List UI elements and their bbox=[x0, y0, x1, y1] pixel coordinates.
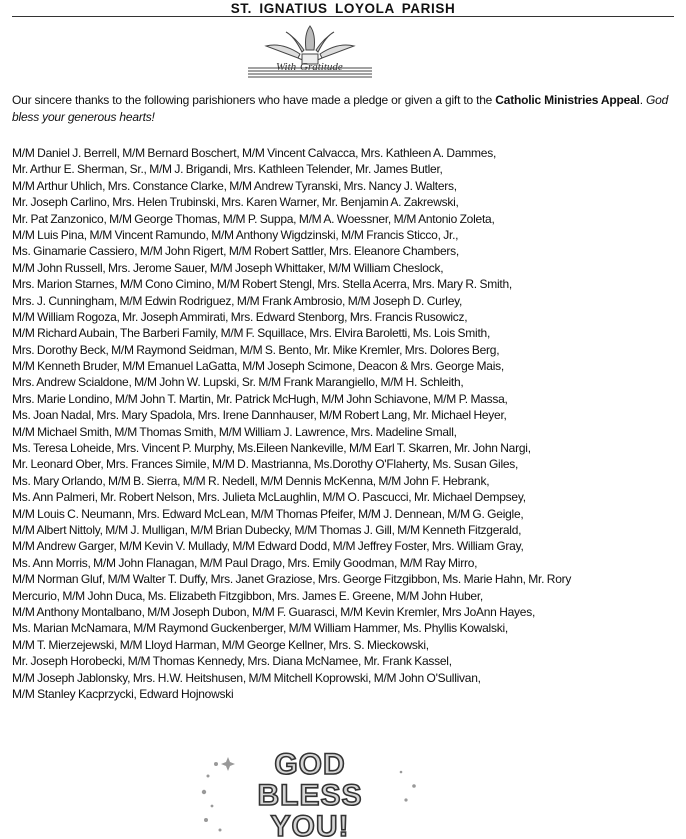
donor-names-line: Mrs. Marion Starnes, M/M Cono Cimino, M/M Robert Stengl, Mrs. Stella Acerra, Mrs. Mary R. Smith, bbox=[12, 277, 512, 292]
donor-names-line: M/M Norman Gluf, M/M Walter T. Duffy, Mrs. Janet Graziose, Mrs. George Fitzgibbon, Ms. Marie Hahn, Mr. Rory bbox=[12, 572, 572, 587]
donor-names-line: M/M Kenneth Bruder, M/M Emanuel LaGatta, M/M Joseph Scimone, Deacon & Mrs. George Mais, bbox=[12, 359, 504, 374]
donor-names-line: Mr. Joseph Carlino, Mrs. Helen Trubinski, Mrs. Karen Warner, Mr. Benjamin A. Zakrewski, bbox=[12, 195, 459, 210]
logo-caption bbox=[276, 61, 343, 73]
donor-names-line: Ms. Joan Nadal, Mrs. Mary Spadola, Mrs. Irene Dannhauser, M/M Robert Lang, Mr. Michael Heyer, bbox=[12, 408, 507, 423]
intro-lead: Our sincere thanks to the following parishioners who have made a pledge or given a gift to the bbox=[12, 93, 496, 107]
donor-names-line: M/M William Rogoza, Mr. Joseph Ammirati, Mrs. Edward Stenborg, Mrs. Francis Rusowicz, bbox=[12, 309, 468, 324]
donor-names-line: Ms. Mary Orlando, M/M B. Sierra, M/M R. Nedell, M/M Dennis McKenna, M/M John F. Hebrank, bbox=[12, 473, 490, 488]
donor-names-line: M/M Anthony Montalbano, M/M Joseph Dubon, M/M F. Guarasci, M/M Kevin Kremler, Mrs JoAnn Hayes, bbox=[12, 604, 536, 619]
donor-names-line: Ms. Ann Palmeri, Mr. Robert Nelson, Mrs. Julieta McLaughlin, M/M O. Pascucci, Mr. Michael Dempsey, bbox=[12, 490, 526, 505]
donor-names-list bbox=[12, 145, 686, 702]
donor-names-line: M/M T. Mierzejewski, M/M Lloyd Harman, M/M George Kellner, Mrs. S. Mieckowski, bbox=[12, 637, 429, 652]
donor-names-line: Ms. Marian McNamara, M/M Raymond Guckenberger, M/M William Hammer, Ms. Phyllis Kowalski, bbox=[12, 621, 508, 636]
intro-separator: . bbox=[639, 93, 646, 107]
donor-names-line: Mr. Pat Zanzonico, M/M George Thomas, M/M P. Suppa, M/M A. Woessner, M/M Antonio Zoleta, bbox=[12, 211, 495, 226]
bless-word-bless: BLESS bbox=[257, 779, 363, 812]
donor-names-line: Mrs. Marie Londino, M/M John T. Martin, Mr. Patrick McHugh, M/M John Schiavone, M/M P. Massa, bbox=[12, 391, 508, 406]
donor-names-line: M/M Stanley Kacprzycki, Edward Hojnowski bbox=[12, 686, 234, 701]
donor-names-line: Mercurio, M/M John Duca, Ms. Elizabeth Fitzgibbon, Mrs. James E. Greene, M/M John Huber, bbox=[12, 588, 484, 603]
donor-names-line: M/M John Russell, Mrs. Jerome Sauer, M/M Joseph Whittaker, M/M William Cheslock, bbox=[12, 260, 444, 275]
donor-names-line: M/M Richard Aubain, The Barberi Family, M/M F. Squillace, Mrs. Elvira Baroletti, Ms. Lois Smith, bbox=[12, 326, 491, 341]
donor-names-line: M/M Arthur Uhlich, Mrs. Constance Clarke, M/M Andrew Tyranski, Mrs. Nancy J. Walters, bbox=[12, 178, 457, 193]
with-gratitude-logo bbox=[242, 24, 378, 82]
donor-names-line: Mrs. J. Cunningham, M/M Edwin Rodriguez, M/M Frank Ambrosio, M/M Joseph D. Curley, bbox=[12, 293, 463, 308]
svg-text:Gratitude: Gratitude bbox=[300, 61, 343, 73]
donor-names-line: Mrs. Andrew Scialdone, M/M John W. Lupski, Sr. M/M Frank Marangiello, M/M H. Schleith, bbox=[12, 375, 464, 390]
donor-names-line: Mr. Joseph Horobecki, M/M Thomas Kennedy, Mrs. Diana McNamee, Mr. Frank Kassel, bbox=[12, 654, 452, 669]
donor-names-line: M/M Michael Smith, M/M Thomas Smith, M/M William J. Lawrence, Mrs. Madeline Small, bbox=[12, 424, 457, 439]
campaign-name: Catholic Ministries Appeal bbox=[495, 93, 640, 107]
donor-names-line: M/M Luis Pina, M/M Vincent Ramundo, M/M Anthony Wigdzinski, M/M Francis Sticco, Jr., bbox=[12, 227, 459, 242]
donor-names-line: M/M Albert Nittoly, M/M J. Mulligan, M/M Brian Dubecky, M/M Thomas J. Gill, M/M Kenneth Fitzgerald, bbox=[12, 522, 522, 537]
blessing-text: God bless your generous hearts! bbox=[12, 93, 669, 124]
bless-word-you: YOU! bbox=[270, 810, 350, 839]
donor-names-line: Ms. Ginamarie Cassiero, M/M John Rigert, M/M Robert Sattler, Mrs. Eleanore Chambers, bbox=[12, 244, 459, 259]
god-bless-you-graphic bbox=[196, 742, 424, 839]
donor-names-line: M/M Joseph Jablonsky, Mrs. H.W. Heitshusen, M/M Mitchell Koprowski, M/M John O'Sullivan, bbox=[12, 670, 481, 685]
donor-names-line: Ms. Teresa Loheide, Mrs. Vincent P. Murphy, Ms.Eileen Nankeville, M/M Earl T. Skarren, Mr. John Nargi, bbox=[12, 441, 531, 456]
intro-paragraph bbox=[12, 92, 676, 126]
donor-names-line: Mr. Leonard Ober, Mrs. Frances Simile, M/M D. Mastrianna, Ms.Dorothy O'Flaherty, Ms. Susan Giles, bbox=[12, 457, 519, 472]
donor-names-line: Ms. Ann Morris, M/M John Flanagan, M/M Paul Drago, Mrs. Emily Goodman, M/M Ray Mirro, bbox=[12, 555, 478, 570]
donor-names-line: M/M Louis C. Neumann, Mrs. Edward McLean, M/M Thomas Pfeifer, M/M J. Dennean, M/M G. Geigle, bbox=[12, 506, 524, 521]
donor-names-line: M/M Andrew Garger, M/M Kevin V. Mullady, M/M Edward Dodd, M/M Jeffrey Foster, Mrs. William Gray, bbox=[12, 539, 524, 554]
bless-word-god: GOD bbox=[274, 748, 346, 781]
donor-names-line: M/M Daniel J. Berrell, M/M Bernard Boschert, M/M Vincent Calvacca, Mrs. Kathleen A. Dammes, bbox=[12, 146, 497, 160]
donor-names-line: Mrs. Dorothy Beck, M/M Raymond Seidman, M/M S. Bento, Mr. Mike Kremler, Mrs. Dolores Berg, bbox=[12, 342, 500, 357]
parish-title: ST. IGNATIUS LOYOLA PARISH bbox=[230, 1, 456, 16]
header-rule bbox=[12, 16, 674, 17]
svg-text:With: With bbox=[276, 61, 297, 73]
donor-names-line: Mr. Arthur E. Sherman, Sr., M/M J. Brigandi, Mrs. Kathleen Telender, Mr. James Butler, bbox=[12, 162, 443, 177]
